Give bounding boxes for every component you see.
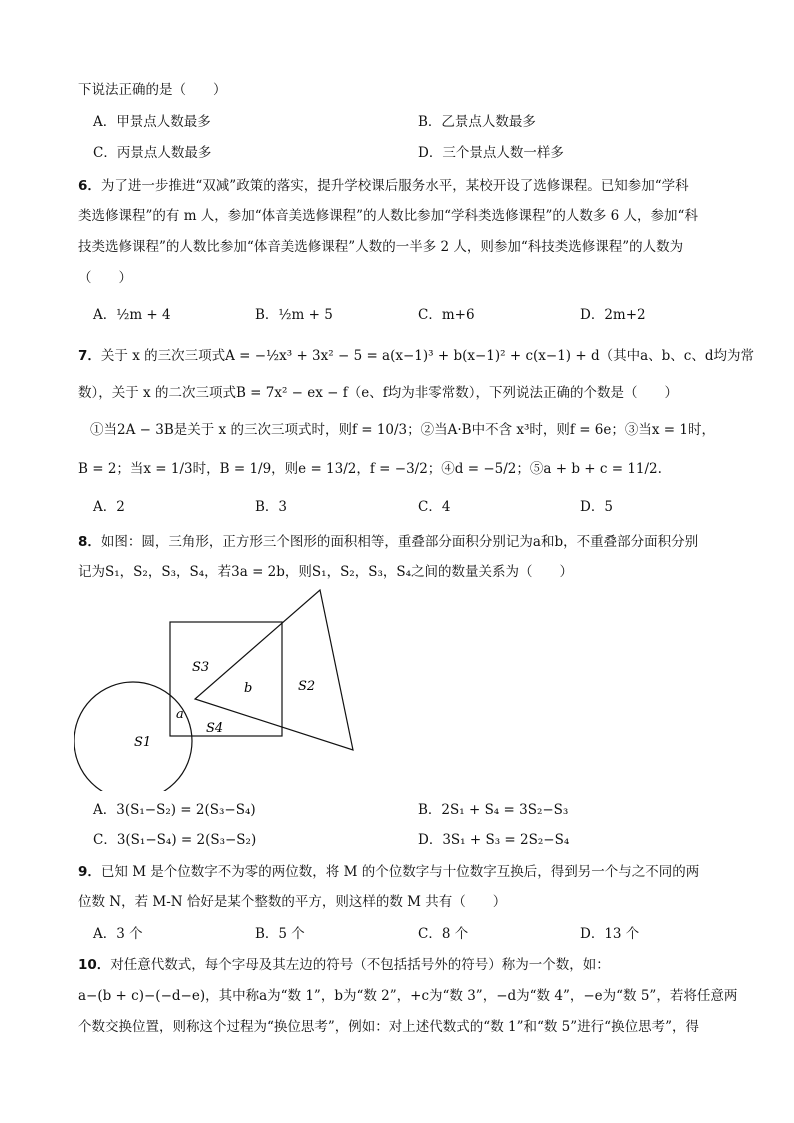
q10-number: 10． (78, 957, 111, 973)
q6-line-4: （ ） (78, 270, 132, 286)
q9-number: 9． (78, 864, 101, 880)
q6-option-c: C．m+6 (418, 307, 475, 323)
q7-line-3: ①当2A − 3B是关于 x 的三次三项式时，则f = 10/3；②当A·B中不含 x³时，则f = 6e；③当x = 1时， (90, 422, 715, 438)
label-s3: S3 (192, 660, 210, 675)
q7-number: 7． (78, 348, 101, 364)
label-s1: S1 (134, 735, 152, 750)
q6-text-1: 为了进一步推进“双减”政策的落实，提升学校课后服务水平，某校开设了选修课程。已知参加“学科 (100, 178, 689, 194)
q5-option-b: B．乙景点人数最多 (418, 114, 536, 130)
q8-option-b: B．2S₁ + S₄ = 3S₂−S₃ (418, 802, 569, 818)
q7-line-2: 数），关于 x 的二次三项式B = 7x² − ex − f（e、f均为非零常数），下列说法正确的个数是（ ） (78, 385, 678, 401)
q6-line-1 (78, 176, 689, 196)
q7-option-b: B．3 (255, 499, 288, 515)
q5-option-a: A．甲景点人数最多 (93, 114, 211, 130)
q5-option-c: C．丙景点人数最多 (93, 145, 212, 161)
q6-number: 6． (78, 178, 101, 194)
q9-line-1 (78, 862, 699, 882)
q8-option-a: A．3(S₁−S₂) = 2(S₃−S₄) (93, 802, 256, 818)
label-b: b (244, 681, 253, 696)
q8-number: 8． (78, 534, 101, 550)
q7-line-1 (78, 346, 754, 366)
q9-line-2: 位数 N，若 M-N 恰好是某个整数的平方，则这样的数 M 共有（ ） (78, 894, 507, 910)
q6-option-b: B．½m + 5 (255, 307, 333, 323)
label-s2: S2 (298, 679, 316, 694)
q9-text-1: 已知 M 是个位数字不为零的两位数，将 M 的个位数字与十位数字互换后，得到另一个与之不同的两 (100, 864, 700, 880)
q9-option-d: D．13 个 (580, 926, 640, 942)
figure-square (170, 622, 282, 736)
q7-text-1: 关于 x 的三次三项式A = −½x³ + 3x² − 5 = a(x−1)³ + b(x−1)² + c(x−1) + d（其中a、b、c、d均为常 (100, 348, 754, 364)
label-a: a (176, 707, 184, 722)
label-s4: S4 (206, 721, 224, 736)
q8-line-1 (78, 532, 698, 552)
q10-line-3: 个数交换位置，则称这个过程为“换位思考”，例如：对上述代数式的“数 1”和“数 5”进行“换位思考”，得 (78, 1019, 699, 1035)
q10-line-1 (78, 955, 610, 975)
q10-text-1: 对任意代数式，每个字母及其左边的符号（不包括括号外的符号）称为一个数，如： (110, 957, 610, 973)
q7-option-c: C．4 (418, 499, 451, 515)
q6-option-a: A．½m + 4 (93, 307, 171, 323)
q5-stem: 下说法正确的是（ ） (78, 82, 227, 98)
q7-option-a: A．2 (93, 499, 125, 515)
q6-option-d: D．2m+2 (580, 307, 646, 323)
q9-option-c: C．8 个 (418, 926, 469, 942)
q8-option-c: C．3(S₁−S₄) = 2(S₃−S₂) (93, 832, 257, 848)
q6-line-3: 技类选修课程”的人数比参加“体音美选修课程”人数的一半多 2 人，则参加“科技类选修课程”的人数为 (78, 239, 684, 255)
q7-line-4: B = 2；当x = 1/3时，B = 1/9，则e = 13/2，f = −3/2；④d = −5/2；⑤a + b + c = 11/2. (78, 461, 662, 477)
q9-option-a: A．3 个 (93, 926, 143, 942)
q8-line-2: 记为S₁，S₂，S₃，S₄，若3a = 2b，则S₁，S₂，S₃，S₄之间的数量关系为（ ） (78, 564, 574, 580)
q8-text-1: 如图：圆，三角形，正方形三个图形的面积相等，重叠部分面积分别记为a和b，不重叠部分面积分别 (100, 534, 699, 550)
q7-option-d: D．5 (580, 499, 613, 515)
q10-line-2: a−(b + c)−(−d−e)，其中称a为“数 1”，b为“数 2”，+c为“数 3”，−d为“数 4”，−e为“数 5”，若将任意两 (78, 988, 738, 1004)
q8-option-d: D．3S₁ + S₃ = 2S₂−S₄ (418, 832, 570, 848)
q8-figure (74, 586, 364, 791)
q9-option-b: B．5 个 (255, 926, 305, 942)
q5-option-d: D．三个景点人数一样多 (418, 145, 564, 161)
q6-line-2: 类选修课程”的有 m 人，参加“体音美选修课程”的人数比参加“学科类选修课程”的人数多 6 人，参加“科 (78, 208, 698, 224)
